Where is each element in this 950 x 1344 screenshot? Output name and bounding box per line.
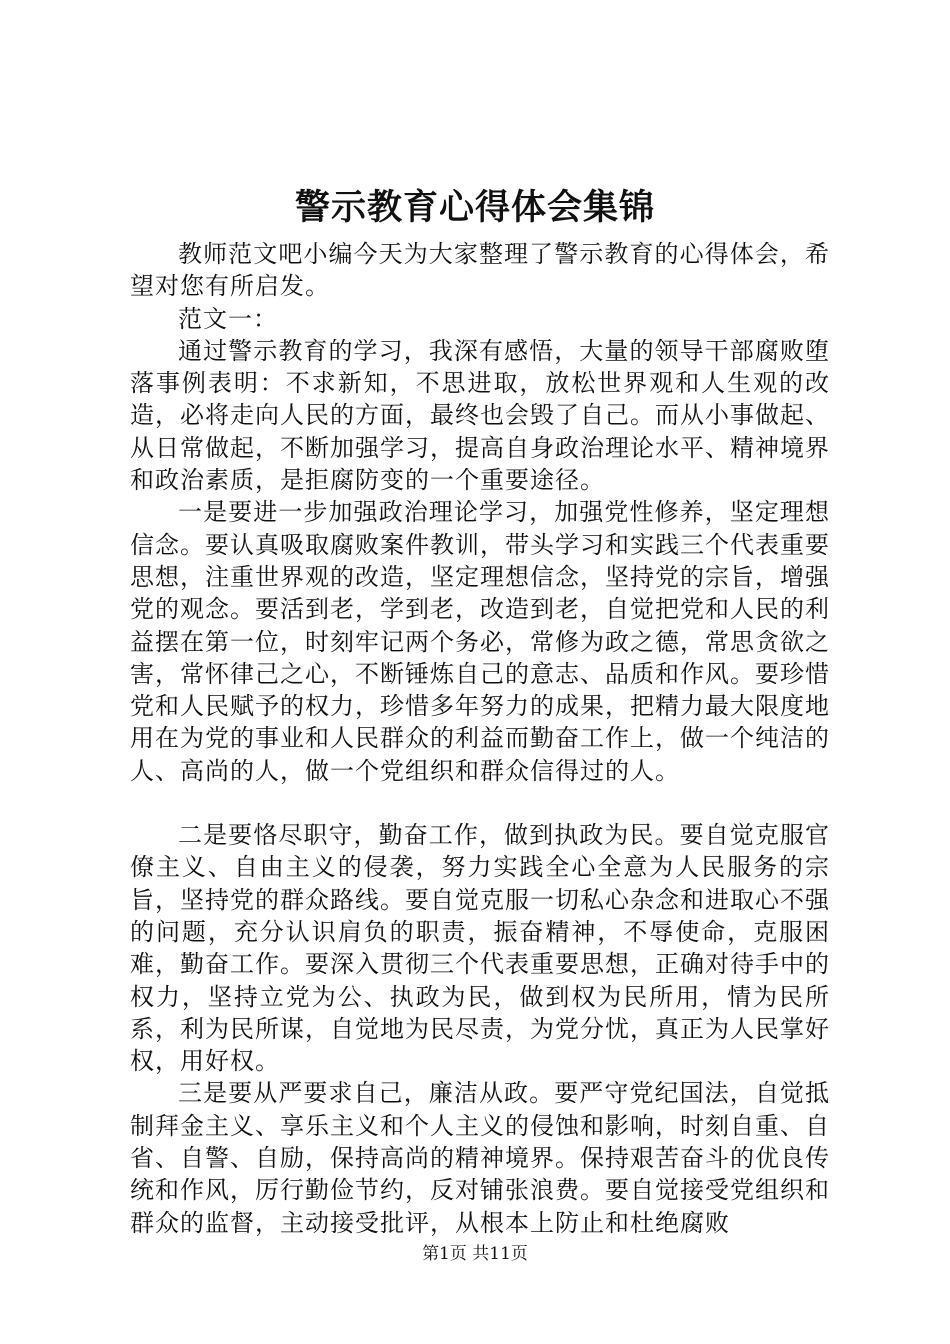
paragraph-intro: 教师范文吧小编今天为大家整理了警示教育的心得体会，希望对您有所启发。 <box>130 240 830 301</box>
document-title: 警示教育心得体会集锦 <box>294 187 655 228</box>
page-number-footer: 第1页 共11页 <box>422 1244 528 1264</box>
document-body <box>130 238 830 1239</box>
paragraph-point-three: 三是要从严要求自己，廉洁从政。要严守党纪国法，自觉抵制拜金主义、享乐主义和个人主义的侵蚀和影响，时刻自重、自省、自警、自励，保持高尚的精神境界。保持艰苦奋斗的优良传统和作风，厉行勤俭节约，反对铺张浪费。要自觉接受党组织和群众的监督，主动接受批评，从根本上防止和杜绝腐败 <box>130 1079 830 1237</box>
paragraph-overview: 通过警示教育的学习，我深有感悟，大量的领导干部腐败堕落事例表明：不求新知，不思进取，放松世界观和人生观的改造，必将走向人民的方面，最终也会毁了自己。而从小事做起、从日常做起，不断加强学习，提高自身政治理论水平、精神境界和政治素质，是拒腐防变的一个重要途径。 <box>130 336 830 495</box>
paragraph-point-one: 一是要进一步加强政治理论学习，加强党性修养，坚定理想信念。要认真吸取腐败案件教训，带头学习和实践三个代表重要思想，注重世界观的改造，坚定理想信念，坚持党的宗旨，增强党的观念。要活到老，学到老，改造到老，自觉把党和人民的利益摆在第一位，时刻牢记两个务必，常修为政之德，常思贪欲之害，常怀律己之心，不断锤炼自己的意志、品质和作风。要珍惜党和人民赋予的权力，珍惜多年努力的成果，把精力最大限度地用在为党的事业和人民群众的利益而勤奋工作上，做一个纯洁的人、高尚的人，做一个党组织和群众信得过的人。 <box>130 498 830 785</box>
paragraph-sample-heading: 范文一： <box>178 304 278 333</box>
paragraph-point-two: 二是要恪尽职守，勤奋工作，做到执政为民。要自觉克服官僚主义、自由主义的侵袭，努力实践全心全意为人民服务的宗旨，坚持党的群众路线。要自觉克服一切私心杂念和进取心不强的问题，充分认识肩负的职责，振奋精神，不辱使命，克服困难，勤奋工作。要深入贯彻三个代表重要思想，正确对待手中的权力，坚持立党为公、执政为民，做到权为民所用，情为民所系，利为民所谋，自觉地为民尽责，为党分忧，真正为人民掌好权，用好权。 <box>130 821 830 1076</box>
